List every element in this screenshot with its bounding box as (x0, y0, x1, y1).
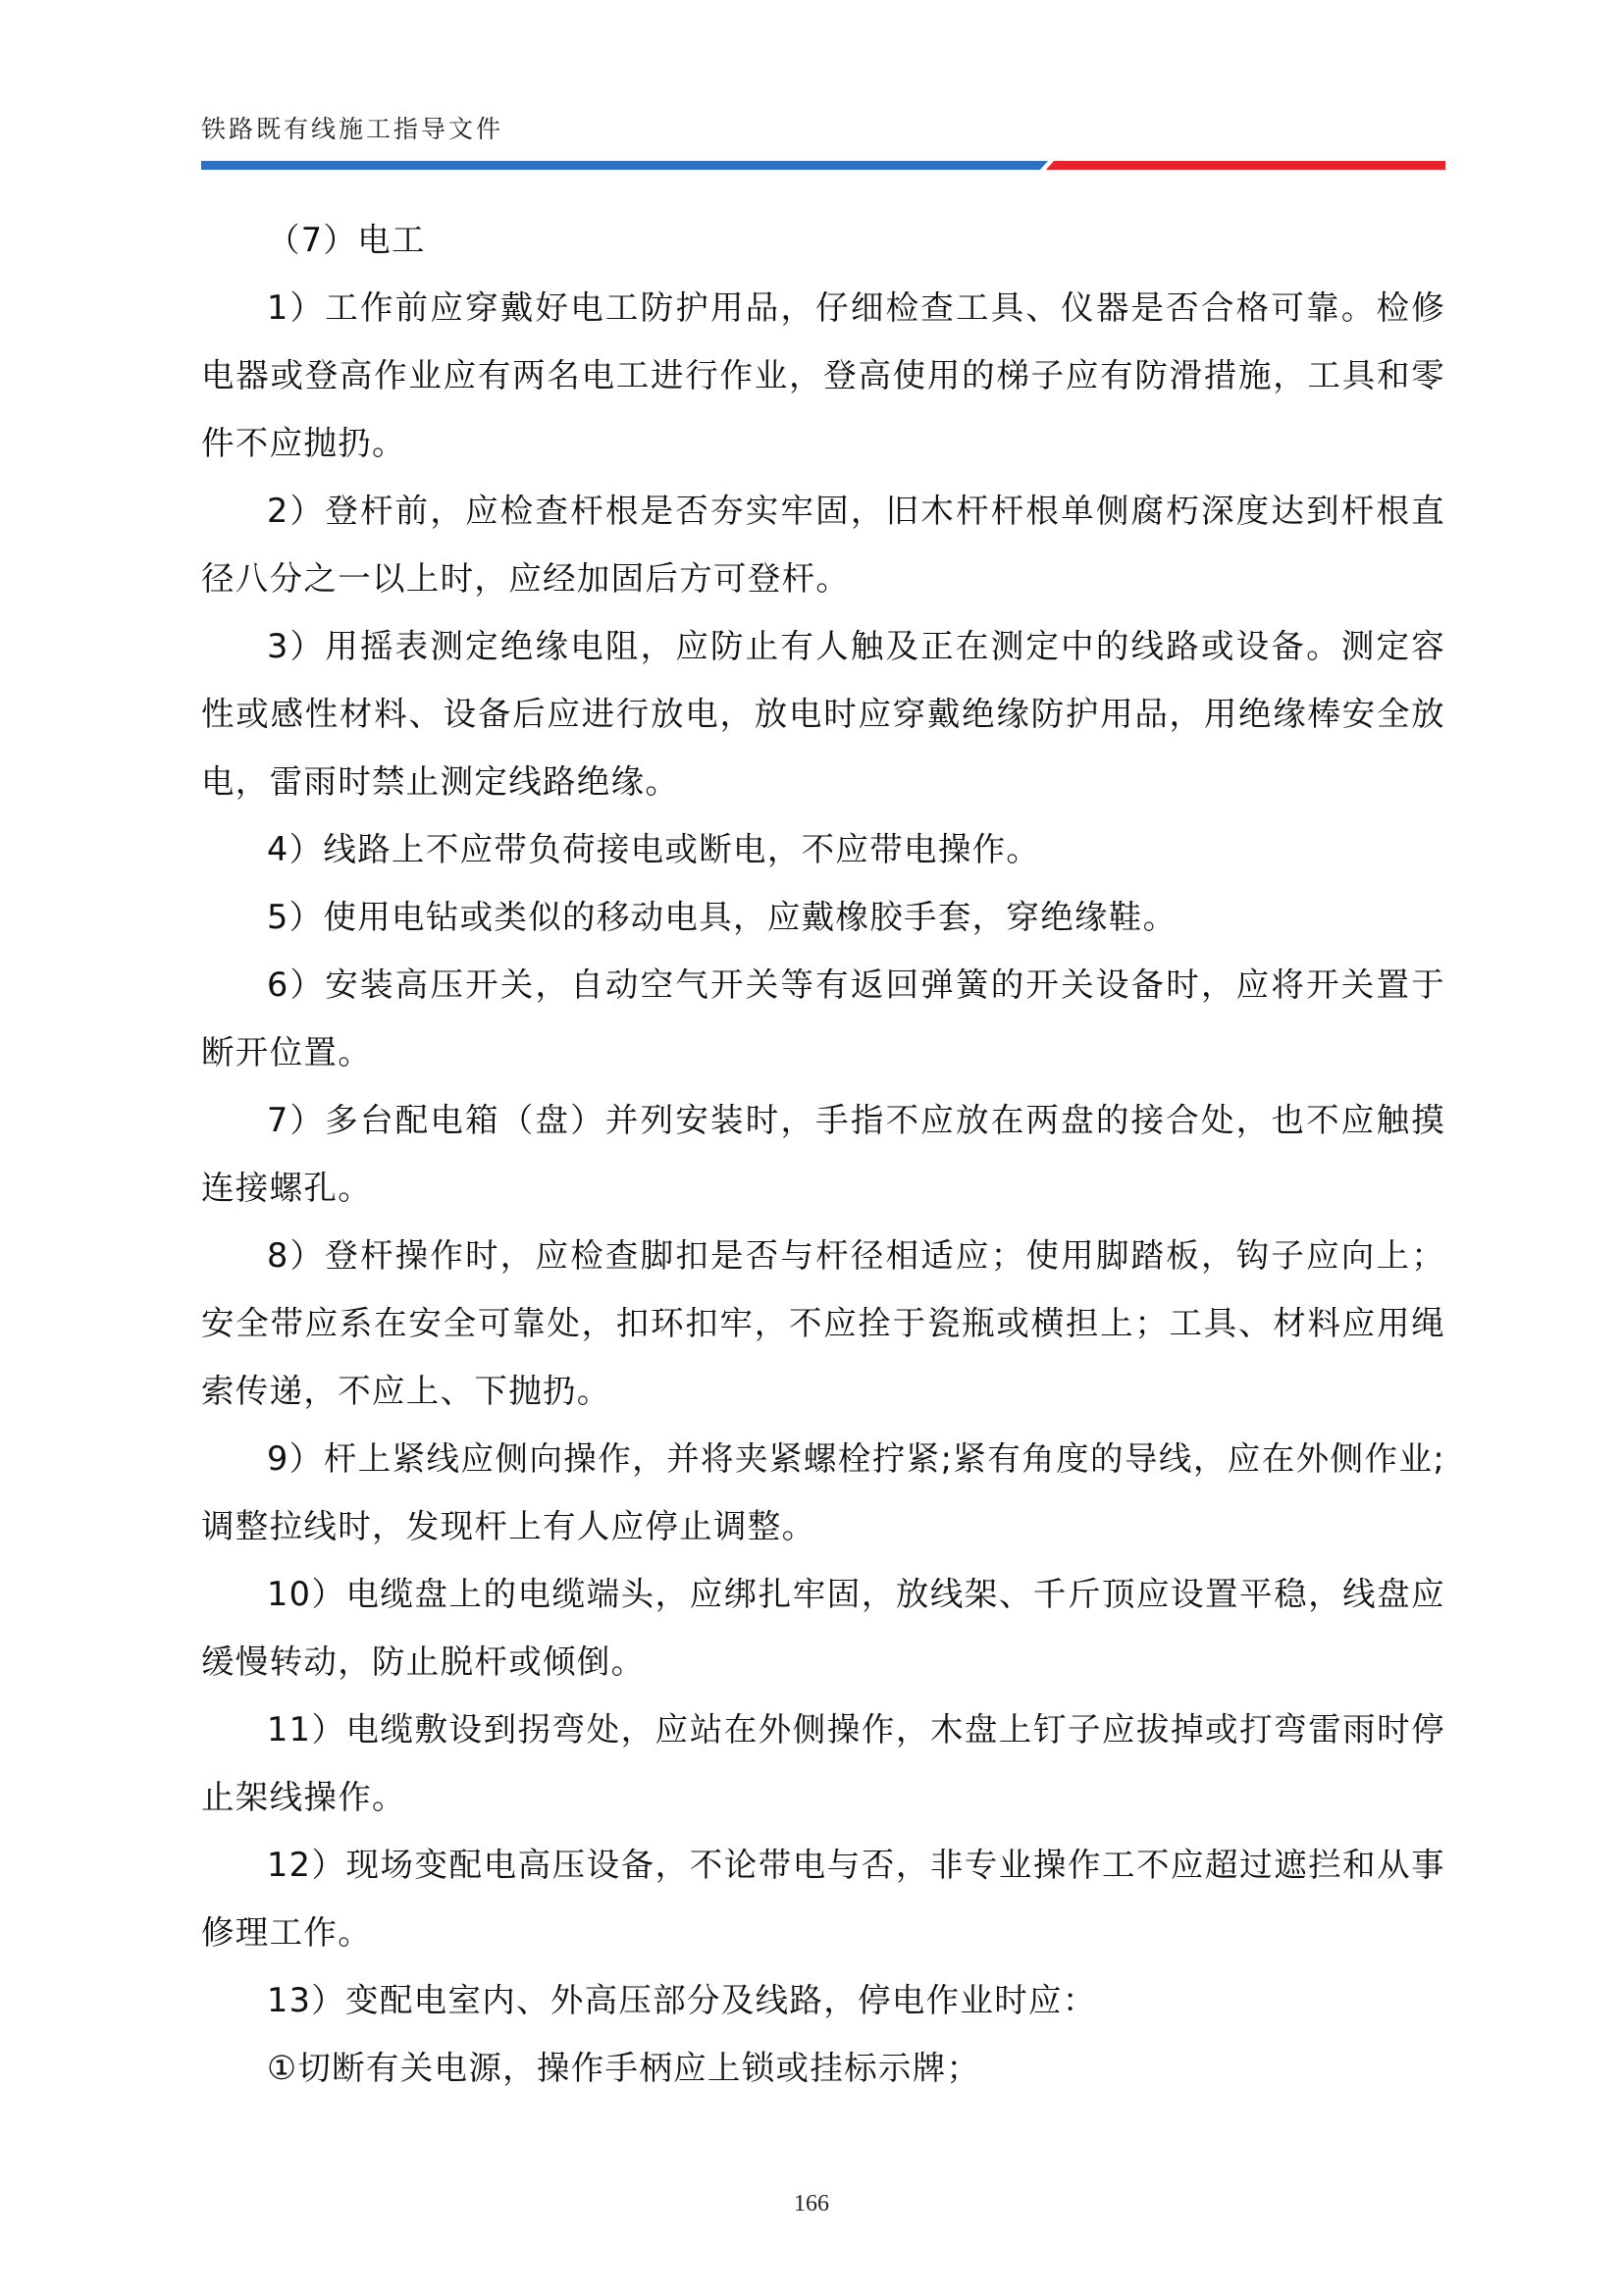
paragraph-9: 9）杆上紧线应侧向操作，并将夹紧螺栓拧紧;紧有角度的导线，应在外侧作业;调整拉线时，发现杆上有人应停止调整。 (201, 1439, 1445, 1545)
paragraph-11: 11）电缆敷设到拐弯处，应站在外侧操作，木盘上钉子应拔掉或打弯雷雨时停止架线操作。 (201, 1710, 1445, 1816)
header-rule-blue (201, 161, 1048, 170)
paragraph-13-item-1: ①切断有关电源，操作手柄应上锁或挂标示牌； (267, 2049, 981, 2087)
paragraph-2: 2）登杆前，应检查杆根是否夯实牢固，旧木杆杆根单侧腐朽深度达到杆根直径八分之一以上时，应经加固后方可登杆。 (201, 492, 1445, 598)
paragraph-8: 8）登杆操作时，应检查脚扣是否与杆径相适应；使用脚踏板，钩子应向上；安全带应系在安全可靠处，扣环扣牢，不应拴于瓷瓶或横担上；工具、材料应用绳索传递，不应上、下抛扔。 (201, 1236, 1445, 1410)
paragraph-6: 6）安装高压开关，自动空气开关等有返回弹簧的开关设备时，应将开关置于断开位置。 (201, 965, 1445, 1071)
document-body (201, 206, 1445, 2102)
paragraph-4: 4）线路上不应带负荷接电或断电，不应带电操作。 (267, 830, 1041, 868)
section-heading: （7）电工 (267, 221, 426, 259)
paragraph-1: 1）工作前应穿戴好电工防护用品，仔细检查工具、仪器是否合格可靠。检修电器或登高作业应有两名电工进行作业，登高使用的梯子应有防滑措施，工具和零件不应抛扔。 (201, 288, 1445, 462)
paragraph-12: 12）现场变配电高压设备，不论带电与否，非专业操作工不应超过遮拦和从事修理工作。 (201, 1846, 1445, 1952)
paragraph-5: 5）使用电钻或类似的移动电具，应戴橡胶手套，穿绝缘鞋。 (267, 898, 1178, 936)
header-rule-red (1046, 161, 1445, 170)
paragraph-7: 7）多台配电箱（盘）并列安装时，手指不应放在两盘的接合处，也不应触摸连接螺孔。 (201, 1101, 1445, 1207)
paragraph-13: 13）变配电室内、外高压部分及线路，停电作业时应： (267, 1981, 1097, 2019)
header-title: 铁路既有线施工指导文件 (201, 115, 504, 143)
paragraph-3: 3）用摇表测定绝缘电阻，应防止有人触及正在测定中的线路或设备。测定容性或感性材料、设备后应进行放电，放电时应穿戴绝缘防护用品，用绝缘棒安全放电，雷雨时禁止测定线路绝缘。 (201, 627, 1445, 801)
header-rule (201, 161, 1445, 170)
page-number: 166 (794, 2191, 829, 2217)
paragraph-10: 10）电缆盘上的电缆端头，应绑扎牢固，放线架、千斤顶应设置平稳，线盘应缓慢转动，防止脱杆或倾倒。 (201, 1575, 1445, 1681)
